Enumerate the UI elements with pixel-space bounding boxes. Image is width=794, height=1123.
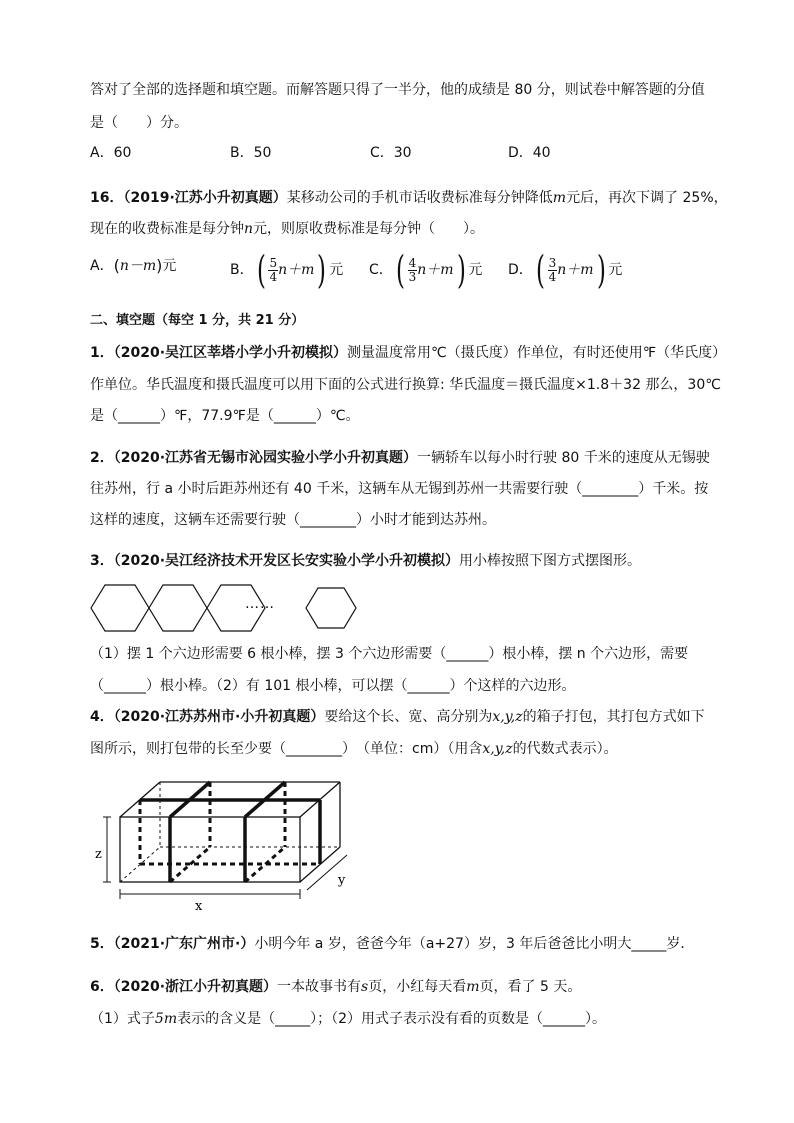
q16-option-d-expr: n＋m <box>557 262 594 278</box>
q16-line2 <box>90 219 484 239</box>
q1-text: 测量温度常用℃（摄氏度）作单位，有时还使用℉（华氏度） <box>347 345 727 361</box>
fig-label-y: y <box>338 873 346 888</box>
q1-number: 1． <box>90 345 114 361</box>
q4-vars: x,y,z <box>492 709 523 725</box>
q15-option-b: B．50 <box>230 145 272 161</box>
q2-text: 一辆轿车以每小时行驶 80 千米的速度从无锡驶 <box>417 450 710 466</box>
q16-option-d-fraction: $\frac{3}{4}$ <box>548 255 557 284</box>
q16-line1 <box>90 188 728 208</box>
q3-line2: （1）摆 1 个六边形需要 6 根小棒，摆 3 个六边形需要（______）根小棒，摆 n 个六边形，需要 <box>90 646 689 662</box>
q4-line2-b: 的代数式表示）。 <box>512 741 618 757</box>
q6-number: 6． <box>90 979 114 995</box>
q6-var-s: s <box>361 979 369 995</box>
q15-line2: 是（ ）分。 <box>90 115 188 131</box>
q6-expr: 5m <box>154 1011 178 1027</box>
q15-option-d: D．40 <box>508 145 551 161</box>
q4-text-a: 要给这个长、宽、高分别为 <box>324 709 493 725</box>
q16-option-b-unit: 元 <box>329 262 344 278</box>
q5-source: （2021·广东广州市·） <box>113 936 255 952</box>
q16-line2-b: 元，则原收费标准是每分钟（ ）。 <box>253 221 485 237</box>
fig-label-x: x <box>195 899 203 912</box>
q1-source: （2020·吴江区莘塔小学小升初模拟） <box>113 345 348 361</box>
q3-text: 用小棒按照下图方式摆图形。 <box>459 553 642 569</box>
q16-option-d-unit: 元 <box>608 262 623 278</box>
q4-vars-2: x,y,z <box>482 741 513 757</box>
q16-option-b-expr: n＋m <box>278 262 315 278</box>
q2-line3: 这样的速度，这辆车还需要行驶（________）小时才能到达苏州。 <box>90 512 496 528</box>
q3-ellipsis: …… <box>245 596 275 612</box>
q3-source: （2020·吴江经济技术开发区长安实验小学小升初模拟） <box>113 553 460 569</box>
q16-option-c-expr: n＋m <box>417 262 454 278</box>
box-strapping-figure <box>95 772 395 912</box>
q4-line1 <box>90 707 705 727</box>
q16-option-a: A．(n－m)元 <box>90 256 177 275</box>
q16-option-a-expr: n－m <box>119 258 157 274</box>
q3-number: 3． <box>90 553 114 569</box>
q6-line1 <box>90 977 581 997</box>
q16-option-d-label: D． <box>508 262 533 278</box>
q1-line2: 作单位。华氏温度和摄氏温度可以用下面的公式进行换算: 华氏温度＝摄氏温度×1.8＋32 那么，30℃ <box>90 377 721 393</box>
q2-source: （2020·江苏省无锡市沁园实验小学小升初真题） <box>113 450 418 466</box>
q15-line1: 答对了全部的选择题和填空题。而解答题只得了一半分，他的成绩是 80 分，则试卷中解答题的分值 <box>90 82 705 98</box>
q15-option-c: C．30 <box>370 145 412 161</box>
q16-option-a-label: A． <box>90 258 114 274</box>
q16-var-m: m <box>552 190 567 206</box>
q16-option-c-unit: 元 <box>468 262 483 278</box>
q6-text-a: 一本故事书有 <box>277 979 362 995</box>
q16-option-c: C．( $\frac{4}{3}$ n＋m) 元 <box>369 248 483 292</box>
q16-number: 16． <box>90 190 124 206</box>
q4-text-b: 的箱子打包，其打包方式如下 <box>522 709 705 725</box>
q5-text: 小明今年 a 岁，爸爸今年（a+27）岁，3 年后爸爸比小明大_____岁． <box>254 936 695 952</box>
q16-text: 某移动公司的手机市话收费标准每分钟降低 <box>286 190 553 206</box>
q2-line2: 往苏州，行 a 小时后距苏州还有 40 千米，这辆车从无锡到苏州一共需要行驶（________）千米。按 <box>90 481 709 497</box>
q4-number: 4． <box>90 709 114 725</box>
q3-line3: （______）根小棒。（2）有 101 根小棒，可以摆（______）个这样的六边形。 <box>90 678 576 694</box>
q1-line3: 是（______）℉，77.9℉是（______）℃。 <box>90 408 360 424</box>
q6-line2 <box>90 1009 606 1029</box>
q5-number: 5． <box>90 936 114 952</box>
q16-var-n: n <box>244 221 254 237</box>
q16-option-c-fraction: $\frac{4}{3}$ <box>408 255 417 284</box>
q16-option-b-fraction: $\frac{5}{4}$ <box>269 255 278 284</box>
q15-option-a: A．60 <box>90 145 132 161</box>
q4-source: （2020·江苏苏州市·小升初真题） <box>113 709 325 725</box>
q6-line2-b: 表示的含义是（_____）；（2）用式子表示没有看的页数是（______）。 <box>177 1011 607 1027</box>
q2-number: 2． <box>90 450 114 466</box>
hexagon-figure <box>88 580 368 636</box>
q16-option-b-label: B． <box>230 262 254 278</box>
q6-text-b: 页，小红每天看 <box>368 979 467 995</box>
q6-text-c: 页，看了 5 天。 <box>479 979 582 995</box>
q16-text-b: 元后，再次下调了 25%， <box>566 190 728 206</box>
q5-line1 <box>90 934 694 954</box>
q16-line2-a: 现在的收费标准是每分钟 <box>90 221 244 237</box>
q1-line1 <box>90 343 726 363</box>
q2-line1 <box>90 448 710 468</box>
q16-option-a-unit: 元 <box>162 258 177 274</box>
q4-line2 <box>90 739 618 759</box>
q16-option-d: D．( $\frac{3}{4}$ n＋m) 元 <box>508 248 623 292</box>
hexagon-1 <box>91 585 149 631</box>
q3-line1 <box>90 551 641 571</box>
q16-source: （2019·江苏小升初真题） <box>123 190 287 206</box>
hexagon-single <box>306 588 356 628</box>
q16-option-c-label: C． <box>369 262 393 278</box>
fig-label-z: z <box>95 847 102 862</box>
hexagon-2 <box>149 585 207 631</box>
q6-var-m: m <box>466 979 480 995</box>
section-heading-fill-in: 二、填空题（每空 1 分，共 21 分） <box>90 313 305 328</box>
q16-option-b: B．( $\frac{5}{4}$ n＋m) 元 <box>230 248 344 292</box>
q6-line2-a: （1）式子 <box>90 1011 155 1027</box>
q6-source: （2020·浙江小升初真题） <box>113 979 278 995</box>
q4-line2-a: 图所示，则打包带的长至少要（________） （单位：cm）（用含 <box>90 741 483 757</box>
